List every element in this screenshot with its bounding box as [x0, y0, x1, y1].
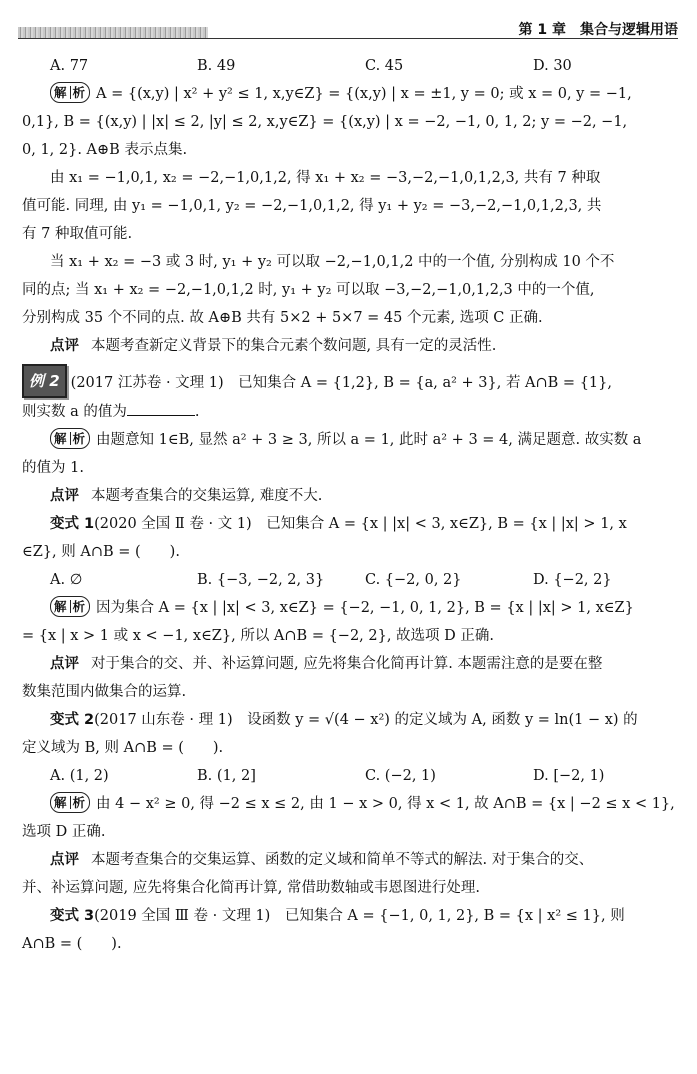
variant-2-line-2: 定义域为 B, 则 A∩B = ( ).	[22, 740, 224, 756]
option-d: D. 30	[533, 58, 572, 74]
solution-1-para-2b: 值可能. 同理, 由 y₁ = −1,0,1, y₂ = −2,−1,0,1,2, 得 y₁ + y₂ = −3,−2,−1,0,1,2,3, 共	[22, 198, 602, 214]
solution-1-para-3b: 同的点; 当 x₁ + x₂ = −2,−1,0,1,2 时, y₁ + y₂ 可以取 −3,−2,−1,0,1,2,3 中的一个值,	[22, 282, 595, 298]
solution-badge: 解 析	[50, 792, 90, 813]
variant-3-line-1: 变式 3(2019 全国 Ⅲ 卷 · 文理 1) 已知集合 A = {−1, 0, 1, 2}, B = {x | x² ≤ 1}, 则	[50, 908, 625, 924]
variant-1-comment-line-2: 数集范围内做集合的运算.	[22, 684, 187, 700]
solution-1-para-2a: 由 x₁ = −1,0,1, x₂ = −2,−1,0,1,2, 得 x₁ + x₂ = −3,−2,−1,0,1,2,3, 共有 7 种取	[50, 170, 601, 186]
variant-2-comment-line-1: 点评 本题考查集合的交集运算、函数的定义域和简单不等式的解法. 对于集合的交、	[50, 852, 594, 868]
q1-options	[22, 52, 680, 80]
page-header	[0, 0, 697, 44]
example-2-solution-line-2: 的值为 1.	[22, 460, 84, 476]
page-content	[22, 52, 680, 958]
option-a: A. 77	[50, 58, 89, 74]
option-d: D. [−2, 1)	[533, 768, 605, 784]
answer-blank	[127, 401, 195, 416]
variant-3-label: 变式 3	[50, 908, 95, 924]
variant-2-solution-line-1: 解 析 由 4 − x² ≥ 0, 得 −2 ≤ x ≤ 2, 由 1 − x > 0, 得 x < 1, 故 A∩B = {x | −2 ≤ x < 1},	[22, 790, 680, 818]
variant-2-label: 变式 2	[50, 712, 95, 728]
option-c: C. 45	[365, 58, 404, 74]
solution-1-para-3a: 当 x₁ + x₂ = −3 或 3 时, y₁ + y₂ 可以取 −2,−1,0,1,2 中的一个值, 分别构成 10 个不	[50, 254, 615, 270]
solution-1-line-3: 0, 1, 2}. A⊕B 表示点集.	[22, 142, 188, 158]
chapter-title: 第 1 章 集合与逻辑用语	[518, 22, 678, 38]
option-b: B. (1, 2]	[197, 768, 256, 784]
variant-1-solution-line-1: 解 析 因为集合 A = {x | |x| < 3, x∈Z} = {−2, −1, 0, 1, 2}, B = {x | |x| > 1, x∈Z}	[22, 594, 680, 622]
comment-1: 点评 本题考查新定义背景下的集合元素个数问题, 具有一定的灵活性.	[50, 338, 497, 354]
variant-2-comment-line-2: 并、补运算问题, 应先将集合化简再计算, 常借助数轴或韦恩图进行处理.	[22, 880, 481, 896]
variant-2-line-1: 变式 2(2017 山东卷 · 理 1) 设函数 y = √(4 − x²) 的定义域为 A, 函数 y = ln(1 − x) 的	[50, 712, 638, 728]
option-c: C. {−2, 0, 2}	[365, 572, 462, 588]
variant-2-solution-line-2: 选项 D 正确.	[22, 824, 106, 840]
option-d: D. {−2, 2}	[533, 572, 612, 588]
variant-3-line-2: A∩B = ( ).	[22, 936, 122, 952]
solution-badge: 解 析	[50, 596, 90, 617]
variant-1-comment-line-1: 点评 对于集合的交、并、补运算问题, 应先将集合化简再计算. 本题需注意的是要在整	[50, 656, 603, 672]
option-b: B. 49	[197, 58, 236, 74]
comment-label: 点评	[50, 338, 79, 354]
option-a: A. (1, 2)	[50, 768, 109, 784]
solution-1-line-2: 0,1}, B = {(x,y) | |x| ≤ 2, |y| ≤ 2, x,y∈Z} = {(x,y) | x = −2, −1, 0, 1, 2; y = −2, −1,	[22, 114, 628, 130]
solution-1-para-3c: 分别构成 35 个不同的点. 故 A⊕B 共有 5×2 + 5×7 = 45 个元素, 选项 C 正确.	[22, 310, 543, 326]
variant-1-options	[22, 566, 680, 594]
variant-1-label: 变式 1	[50, 516, 95, 532]
option-b: B. {−3, −2, 2, 3}	[197, 572, 325, 588]
example-2-badge: 例 2	[22, 364, 67, 398]
example-2-solution-line-1: 解 析 由题意知 1∈B, 显然 a² + 3 ≥ 3, 所以 a = 1, 此时 a² + 3 = 4, 满足题意. 故实数 a	[22, 426, 680, 454]
option-a: A. ∅	[50, 572, 83, 588]
variant-1-solution-line-2: = {x | x > 1 或 x < −1, x∈Z}, 所以 A∩B = {−2, 2}, 故选项 D 正确.	[22, 628, 495, 644]
comment-2: 点评 本题考查集合的交集运算, 难度不大.	[50, 488, 323, 504]
variant-2-options	[22, 762, 680, 790]
variant-1-line-1: 变式 1(2020 全国 Ⅱ 卷 · 文 1) 已知集合 A = {x | |x| < 3, x∈Z}, B = {x | |x| > 1, x	[50, 516, 627, 532]
comment-label: 点评	[50, 852, 79, 868]
example-2-line-1: 例 2 (2017 江苏卷 · 文理 1) 已知集合 A = {1,2}, B = {a, a² + 3}, 若 A∩B = {1},	[22, 364, 680, 398]
solution-1-line-1: 解 析 A = {(x,y) | x² + y² ≤ 1, x,y∈Z} = {(x,y) | x = ±1, y = 0; 或 x = 0, y = −1,	[22, 80, 680, 108]
solution-1-para-2c: 有 7 种取值可能.	[22, 226, 133, 242]
solution-badge: 解 析	[50, 428, 90, 449]
example-2-line-2: 则实数 a 的值为 .	[22, 398, 680, 426]
variant-1-line-2: ∈Z}, 则 A∩B = ( ).	[22, 544, 180, 560]
solution-badge: 解 析	[50, 82, 90, 103]
comment-label: 点评	[50, 488, 79, 504]
option-c: C. (−2, 1)	[365, 768, 436, 784]
comment-label: 点评	[50, 656, 79, 672]
